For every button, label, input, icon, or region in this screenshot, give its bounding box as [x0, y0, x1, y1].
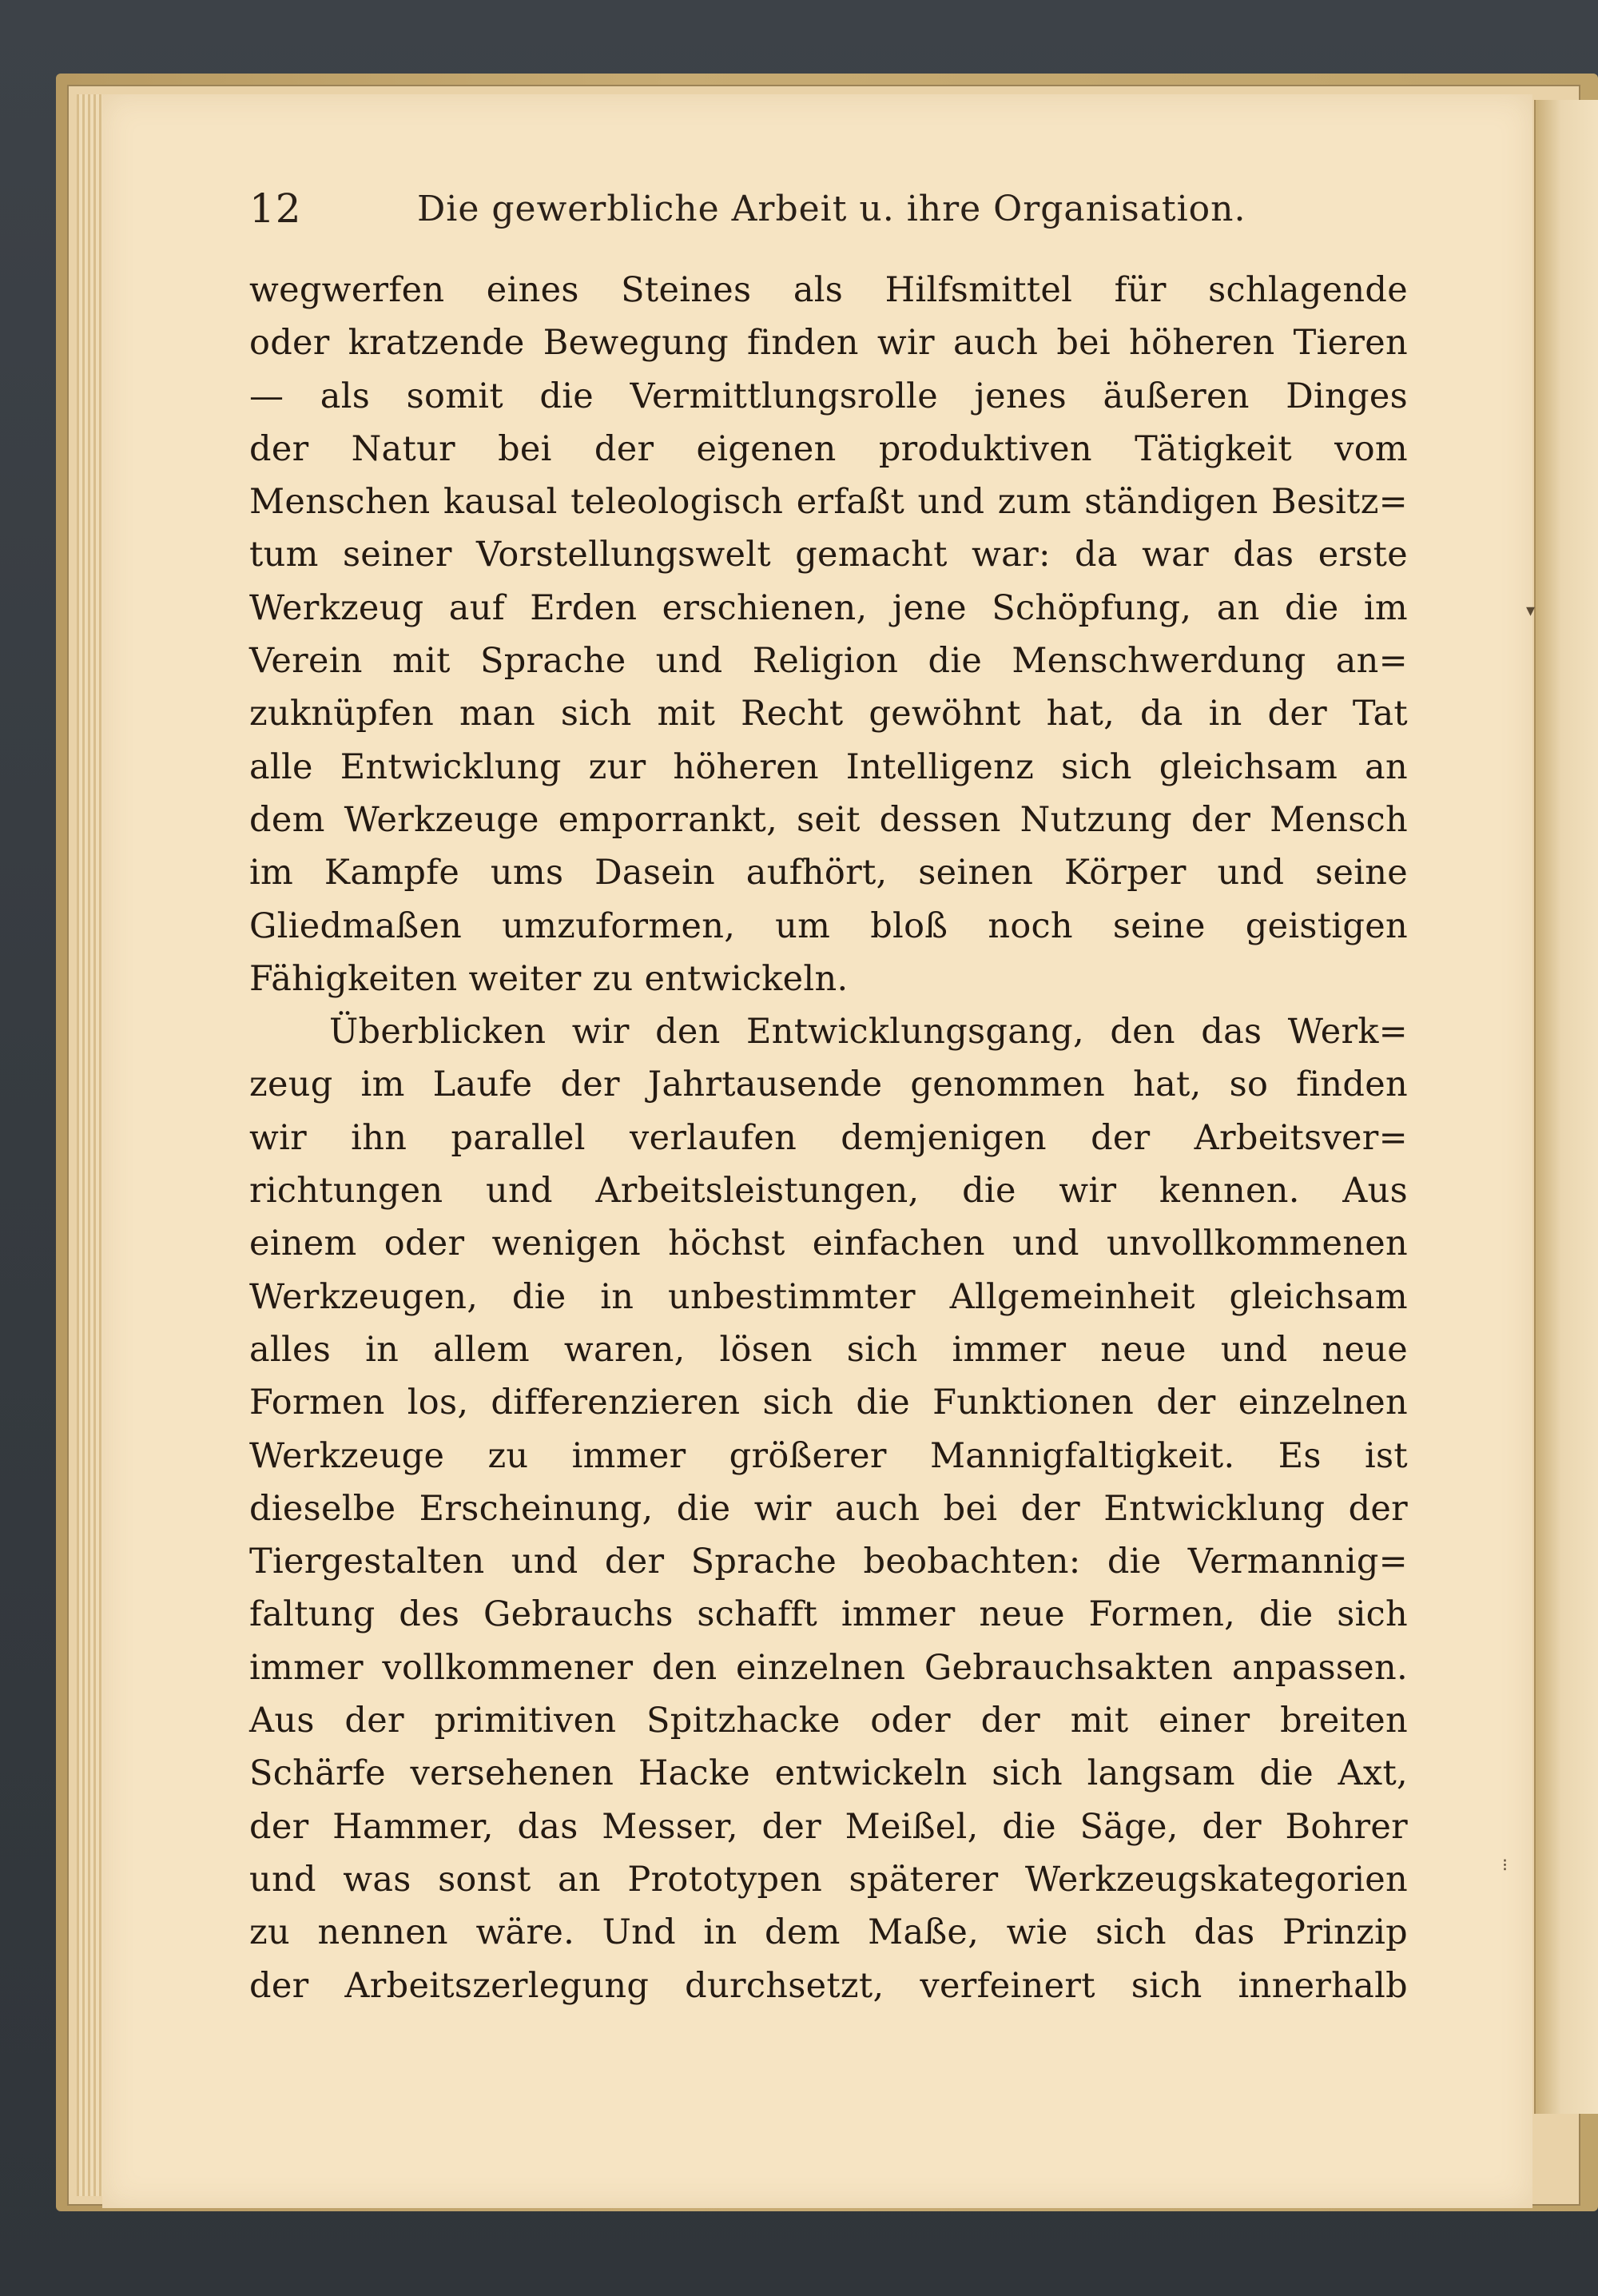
next-page-edge: [1534, 100, 1598, 2114]
text-line: Werkzeug auf Erden erschienen, jene Schöpfung, an die im: [249, 587, 1408, 628]
text-line: Menschen kausal teleologisch erfaßt und zum ständigen Besitz=: [249, 482, 1408, 523]
text-line: und was sonst an Prototypen späterer Werkzeugskategorien: [249, 1859, 1408, 1900]
text-line: einem oder wenigen höchst einfachen und unvollkommenen: [249, 1224, 1408, 1264]
running-head: Die gewerbliche Arbeit u. ihre Organisation.: [417, 189, 1246, 229]
text-line: im Kampfe ums Dasein aufhört, seinen Körper und seine: [249, 853, 1408, 893]
text-line: alles in allem waren, lösen sich immer neue und neue: [249, 1329, 1408, 1370]
text-line: wir ihn parallel verlaufen demjenigen der Arbeitsver=: [249, 1117, 1408, 1158]
text-line: Verein mit Sprache und Religion die Menschwerdung an=: [249, 641, 1408, 682]
text-line: oder kratzende Bewegung finden wir auch bei höheren Tieren: [249, 323, 1408, 364]
text-line: immer vollkommener den einzelnen Gebrauchsakten anpassen.: [249, 1647, 1408, 1688]
text-line: dieselbe Erscheinung, die wir auch bei der Entwicklung der: [249, 1488, 1408, 1529]
text-line: Formen los, differenzieren sich die Funktionen der einzelnen: [249, 1383, 1408, 1423]
text-line: Tiergestalten und der Sprache beobachten: die Vermannig=: [249, 1542, 1408, 1582]
text-line: der Natur bei der eigenen produktiven Tätigkeit vom: [249, 428, 1408, 469]
text-line: zeug im Laufe der Jahrtausende genommen hat, so finden: [249, 1064, 1408, 1105]
text-line: Werkzeugen, die in unbestimmter Allgemeinheit gleichsam: [249, 1276, 1408, 1317]
margin-mark: ⁝: [1502, 1856, 1508, 1876]
body-text: [249, 264, 1408, 2012]
text-line: faltung des Gebrauchs schafft immer neue Formen, die sich: [249, 1594, 1408, 1635]
text-line: tum seiner Vorstellungswelt gemacht war: da war das erste: [249, 535, 1408, 575]
text-line: Gliedmaßen umzuformen, um bloß noch seine geistigen: [249, 905, 1408, 946]
text-line: der Hammer, das Messer, der Meißel, die Säge, der Bohrer: [249, 1806, 1408, 1847]
page-header: [249, 185, 1408, 241]
text-line: richtungen und Arbeitsleistungen, die wir kennen. Aus: [249, 1171, 1408, 1212]
margin-mark: ▾: [1526, 601, 1536, 621]
text-line: dem Werkzeuge emporrankt, seit dessen Nutzung der Mensch: [249, 799, 1408, 840]
text-line: alle Entwicklung zur höheren Intelligenz sich gleichsam an: [249, 746, 1408, 787]
paragraph-end-line: Fähigkeiten weiter zu entwickeln.: [249, 958, 849, 999]
text-line: Schärfe versehenen Hacke entwickeln sich langsam die Axt,: [249, 1753, 1408, 1794]
text-line: zuknüpfen man sich mit Recht gewöhnt hat, da in der Tat: [249, 694, 1408, 734]
text-line: der Arbeitszerlegung durchsetzt, verfeinert sich innerhalb: [249, 1965, 1408, 2006]
paragraph-start-line: Überblicken wir den Entwicklungsgang, den das Werk=: [329, 1012, 1408, 1052]
text-line: Aus der primitiven Spitzhacke oder der mit einer breiten: [249, 1701, 1408, 1741]
text-line: — als somit die Vermittlungsrolle jenes äußeren Dinges: [249, 376, 1408, 416]
text-line: zu nennen wäre. Und in dem Maße, wie sich das Prinzip: [249, 1912, 1408, 1953]
text-line: wegwerfen eines Steines als Hilfsmittel für schlagende: [249, 270, 1408, 310]
page-number: 12: [249, 185, 302, 232]
text-line: Werkzeuge zu immer größerer Mannigfaltigkeit. Es ist: [249, 1435, 1408, 1476]
